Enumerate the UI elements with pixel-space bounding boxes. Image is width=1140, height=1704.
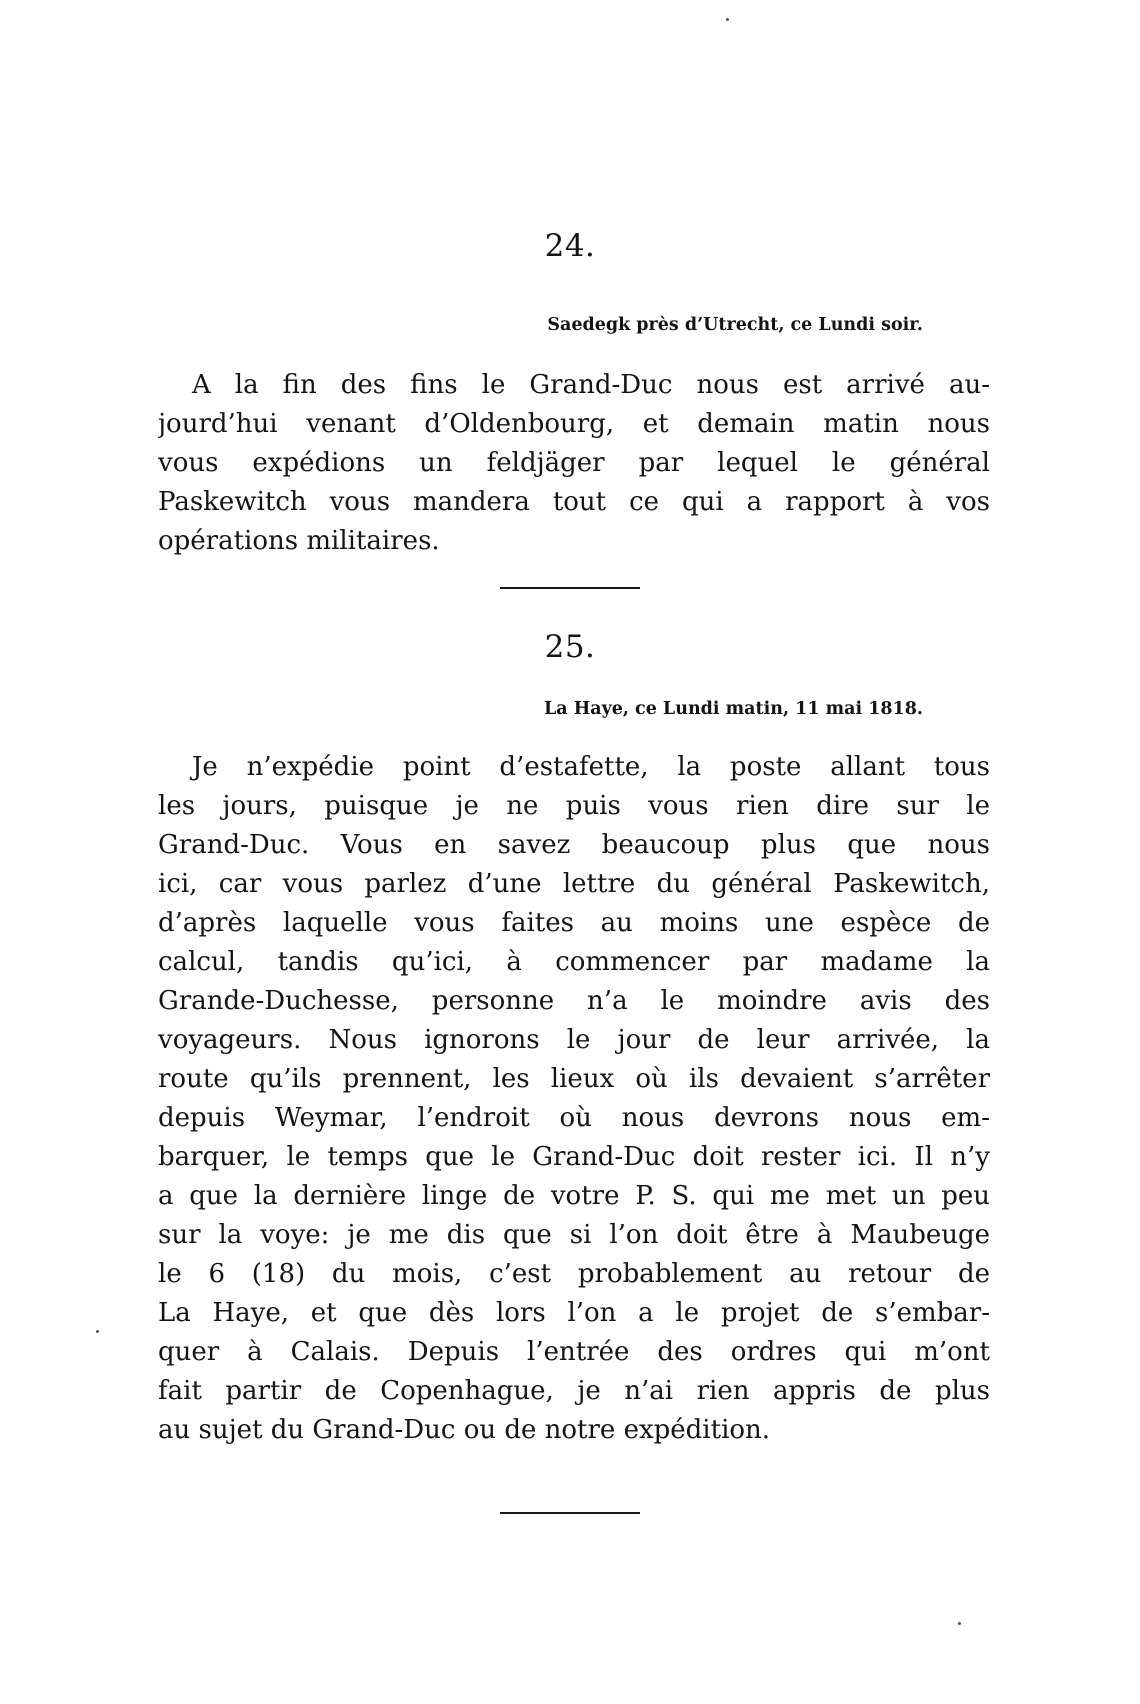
body-line: les jours, puisque je ne puis vous rien dire sur le <box>158 791 990 821</box>
scan-speck <box>958 1622 961 1625</box>
body-line: d’après laquelle vous faites au moins une espèce de <box>158 908 990 938</box>
body-line: voyageurs. Nous ignorons le jour de leur arrivée, la <box>158 1025 990 1055</box>
body-line: A la fin des fins le Grand-Duc nous est arrivé au- <box>192 370 990 400</box>
letter-25-dateline: La Haye, ce Lundi matin, 11 mai 1818. <box>543 699 923 719</box>
body-line: route qu’ils prennent, les lieux où ils devaient s’arrêter <box>158 1064 990 1094</box>
body-line: La Haye, et que dès lors l’on a le projet de s’embar- <box>158 1298 990 1328</box>
body-line: ici, car vous parlez d’une lettre du général Paskewitch, <box>158 869 990 899</box>
body-line: Paskewitch vous mandera tout ce qui a rapport à vos <box>158 487 990 517</box>
body-line: au sujet du Grand-Duc ou de notre expédition. <box>158 1415 771 1445</box>
section-divider <box>500 1512 640 1514</box>
letter-25-body <box>158 748 990 1450</box>
letter-24-body <box>158 366 990 561</box>
section-divider <box>500 587 640 589</box>
body-line: opérations militaires. <box>158 526 440 556</box>
body-line: jourd’hui venant d’Oldenbourg, et demain matin nous <box>158 409 990 439</box>
body-line: Grand-Duc. Vous en savez beaucoup plus que nous <box>158 830 990 860</box>
body-line: depuis Weymar, l’endroit où nous devrons nous em- <box>158 1103 990 1133</box>
body-line: vous expédions un feldjäger par lequel le général <box>158 448 990 478</box>
body-line: a que la dernière linge de votre P. S. qui me met un peu <box>158 1181 990 1211</box>
body-line: fait partir de Copenhague, je n’ai rien appris de plus <box>158 1376 990 1406</box>
scan-speck <box>726 18 729 21</box>
body-line: calcul, tandis qu’ici, à commencer par madame la <box>158 947 990 977</box>
body-line: Grande-Duchesse, personne n’a le moindre avis des <box>158 986 990 1016</box>
letter-25-number: 25. <box>544 629 596 665</box>
body-line: barquer, le temps que le Grand-Duc doit rester ici. Il n’y <box>158 1142 990 1172</box>
letter-24-dateline: Saedegk près d’Utrecht, ce Lundi soir. <box>547 315 923 335</box>
letter-24-number: 24. <box>544 228 596 264</box>
body-line: sur la voye: je me dis que si l’on doit être à Maubeuge <box>158 1220 990 1250</box>
body-line: Je n’expédie point d’estafette, la poste allant tous <box>192 752 990 782</box>
scan-speck <box>96 1330 99 1333</box>
body-line: le 6 (18) du mois, c’est probablement au retour de <box>158 1259 990 1289</box>
body-line: quer à Calais. Depuis l’entrée des ordres qui m’ont <box>158 1337 990 1367</box>
